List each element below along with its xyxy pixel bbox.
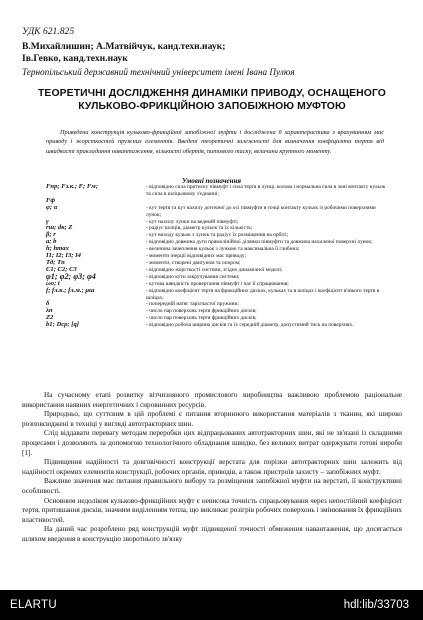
legend-row <box>46 219 386 226</box>
notation-legend <box>46 184 386 329</box>
legend-symbol: b1; Dср; [q] <box>46 321 79 329</box>
legend-symbol: ωо; t <box>46 279 60 287</box>
legend-symbol: Fф <box>46 196 56 204</box>
legend-heading: Умовні позначення <box>181 177 241 185</box>
legend-description: - відповідно жорсткості системи, згідно динамічної моделі; <box>146 266 283 273</box>
legend-row <box>46 184 386 198</box>
udk-code: УДК 621.825 <box>22 26 75 37</box>
legend-row <box>46 281 386 288</box>
legend-description <box>146 198 386 205</box>
legend-description: - моменти інерції відповідних мас приводу; <box>146 253 246 260</box>
body-text <box>22 391 402 545</box>
legend-description: - відповідно кути закручування системи; <box>146 273 240 280</box>
body-paragraph: На сучасному етапі розвитку вітчизняного промислового виробництва важливою проблемою раціональне використання наявних енергетичних і сировинних ресурсів. <box>22 391 402 409</box>
abstract: Приведена конструкція кульково-фрикційної запобіжної муфти і досліджена її характеристика з врахуванням мас приводу і жорсткостей пружних елементів. Введені теоретичні залежності для визначення коефіцієнта тертя від швидкості прикладання навантаження, кількості обертів, питомого тиску, величини крутного моменту. <box>46 129 384 155</box>
legend-description: - радіус шліців, діаметр кульок та їх кількість; <box>146 225 253 232</box>
legend-symbol: λп <box>46 307 53 315</box>
legend-description: - кут нахилу лунки на ведемій півмуфті; <box>146 218 239 225</box>
legend-row <box>46 253 386 260</box>
legend-symbol: Z2 <box>46 314 54 322</box>
legend-description: - число пар поверхонь тертя фрикційних дисків; <box>146 308 257 315</box>
handle-id[interactable]: hdl:lib/33703 <box>343 599 409 611</box>
legend-description: - відповідно коефіцієнт тертя на фрикційних дисках, кульках та в шліцах і коефіцієнт в'язкого тертя в шліцах; <box>146 287 380 301</box>
body-paragraph: Природньо, що суттєвим в цій проблемі є питання вторинного використання матеріалів з тканин, які широко розповсюджені в техніці у вигляді автотракторних шин. <box>22 410 402 428</box>
legend-row <box>46 267 386 274</box>
legend-description: - попередній натяг тарілчастої пружини; <box>146 301 239 308</box>
body-paragraph: На даний час розроблено ряд конструкцій муфт підвищеної точності обмеження навантаження, що досягається шляхом введення в конструкцію зворотнього зв'язку <box>22 525 402 543</box>
legend-symbol: C1; C2; C3 <box>46 265 77 273</box>
legend-symbol: h; hmax <box>46 245 69 253</box>
legend-row <box>46 271 386 281</box>
body-paragraph: Основним недоліком кульково-фрикційних муфт є невисока точність спрацьовування через непостійний коефіцієнт тертя, притишання дисків, значним виділенням тепла, що викликає розігрів робочих поверхонь і змінювання їх фрикційних властивостей. <box>22 496 402 524</box>
legend-symbol: rш; dк; Z <box>46 224 73 232</box>
legend-description: - кут тертя та кут нахилу дотичної до осі півмуфти в точці контакту кульок із робочими поверхнями лунок; <box>146 204 376 218</box>
authors: В.Михайлишин; А.Матвійчук, канд.техн.наук; Ів.Гевко, канд.техн.наук <box>22 41 226 65</box>
legend-description: - моменти, створені двигуном та опором; <box>146 259 241 266</box>
legend-row <box>46 288 386 302</box>
legend-symbol: Fпр; Fз.к.; F; Fм; <box>46 183 99 190</box>
paper-title: ТЕОРЕТИЧНІ ДОСЛІДЖЕННЯ ДИНАМІКИ ПРИВОДУ, ОСНАЩЕНОГО КУЛЬКОВО-ФРИКЦІЙНОЮ ЗАПОБІЖНОЮ МУФТОЮ <box>37 88 386 112</box>
body-paragraph: Підвищення надійності та довговічності конструкції верстата для порізки автотракторних шин залежить від надійності окремих елементів конструкції, робочих органів, приводів, а також пристроїв захисту – запобіжних муфт. <box>22 458 402 476</box>
viewer-footer-bar <box>0 590 423 620</box>
legend-description: - кут виходу кульок з лунок та радіус їх розміщення на орбіті; <box>146 232 289 239</box>
legend-description: - відповідно робоча ширина дисків та їх середній діаметр, допустимий тиск на поверхнях. <box>146 322 354 329</box>
legend-symbol: γ <box>46 217 49 225</box>
legend-description: - відповідно сила притиску півмуфт і сила тертя в лунці, колова і нормальна сила в зоні контакту кульок та сила в шліцьовому з'єднанні; <box>146 184 386 197</box>
affiliation: Тернопільський державний технічний університет імені Івана Пулюя <box>22 67 295 77</box>
legend-description: - кутова швидкість провертання півмуфт і час її спрацювання; <box>146 280 289 287</box>
legend-row <box>46 205 386 219</box>
legend-symbol: Tд; Tп <box>46 258 65 266</box>
repository-name[interactable]: ELARTU <box>10 599 57 611</box>
legend-symbol: f; fл.к.; fл.м.; μш <box>46 286 95 294</box>
legend-symbol: δ <box>46 300 50 308</box>
legend-row <box>46 322 386 329</box>
legend-row <box>46 198 386 205</box>
legend-description: - відповідно довжина дуги прямолінійної ділянки півмуфти та довжина нахиленої поверхні лунок; <box>146 239 373 246</box>
legend-row <box>46 260 386 267</box>
legend-symbol: β; r <box>46 231 56 239</box>
body-paragraph: Важливе значення має питання правильного вибору та розміщення запобіжної муфти на верстаті, її конструктивні особливості. <box>22 477 402 495</box>
legend-symbol: I1; I2; I3; I4 <box>46 252 81 260</box>
legend-symbol: φ; α <box>46 203 58 211</box>
legend-row <box>46 246 386 253</box>
legend-description: - величина зачеплення кульок з лункою та максимальна її глибина; <box>146 246 300 253</box>
body-paragraph: Слід віддавати перевагу методам переробки цих відпрацьованих автотракторних шин, які не зв'язані із складними процесами і дозволяють за допомогою технологічного обладнання швидко, без великих витрат одержувати готові вироби [1]. <box>22 429 402 457</box>
legend-description: - число пар поверхонь тертя фрикційних дисків; <box>146 315 257 322</box>
legend-symbol: a; b <box>46 238 57 246</box>
legend-symbol: φ1; φ2; φ3; φ4 <box>46 271 96 281</box>
